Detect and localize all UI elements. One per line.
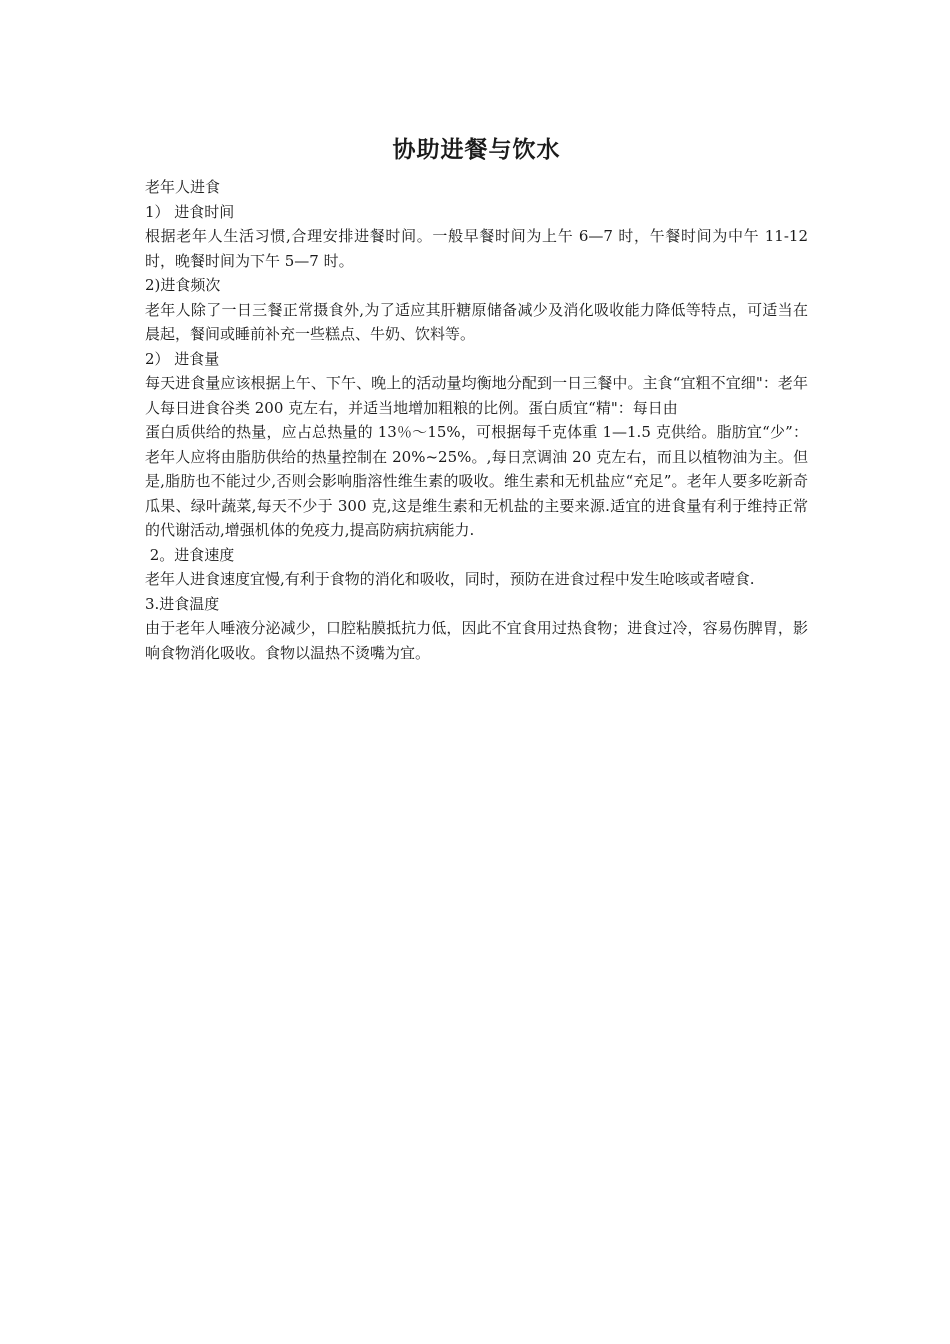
document-body [145, 133, 808, 665]
paragraph-subheading-meal-amount: 2） 进食量 [145, 349, 220, 368]
paragraph-meal-time: 根据老年人生活习惯,合理安排进餐时间。一般早餐时间为上午 6—7 时，午餐时间为中午 11-12 时，晚餐时间为下午 5—7 时。 [145, 227, 808, 270]
paragraph-subheading-meal-frequency: 2)进食频次 [145, 276, 221, 294]
paragraph-subheading-meal-time: 1） 进食时间 [145, 202, 235, 221]
paragraph-meal-frequency: 老年人除了一日三餐正常摄食外,为了适应其肝糖原储备减少及消化吸收能力降低等特点，可适当在晨起，餐间或睡前补充一些糕点、牛奶、饮料等。 [145, 300, 808, 343]
paragraph-meal-amount-2: 蛋白质供给的热量，应占总热量的 13％～15%，可根据每千克体重 1—1.5 克供给。脂肪宜“少”：老年人应将由脂肪供给的热量控制在 20%~25%。,每日烹调油 20 克左右，而且以植物油为主。但是,脂肪也不能过少,否则会影响脂溶性维生素的吸收。维生素和无机盐应“充足”。老年人要多吃新奇瓜果、绿叶蔬菜,每天不少于 300 克,这是维生素和无机盐的主要来源.适宜的进食量有利于维持正常的代谢活动,增强机体的免疫力,提高防病抗病能力. [145, 423, 808, 539]
paragraph-section-heading: 老年人进食 [145, 178, 221, 196]
paragraph-subheading-eating-speed: 2。进食速度 [145, 545, 235, 564]
paragraph-eating-speed: 老年人进食速度宜慢,有利于食物的消化和吸收，同时，预防在进食过程中发生呛咳或者噎食. [145, 570, 755, 588]
paragraph-food-temperature: 由于老年人唾液分泌减少，口腔粘膜抵抗力低，因此不宜食用过热食物；进食过冷，容易伤脾胃，影响食物消化吸收。食物以温热不烫嘴为宜。 [145, 619, 808, 662]
paragraph-meal-amount-1: 每天进食量应该根据上午、下午、晚上的活动量均衡地分配到一日三餐中。主食“宜粗不宜细"：老年人每日进食谷类 200 克左右，并适当地增加粗粮的比例。蛋白质宜“精"：每日由 [145, 374, 808, 417]
paragraph-subheading-food-temperature: 3.进食温度 [145, 594, 220, 613]
document-title: 协助进餐与饮水 [392, 136, 561, 163]
